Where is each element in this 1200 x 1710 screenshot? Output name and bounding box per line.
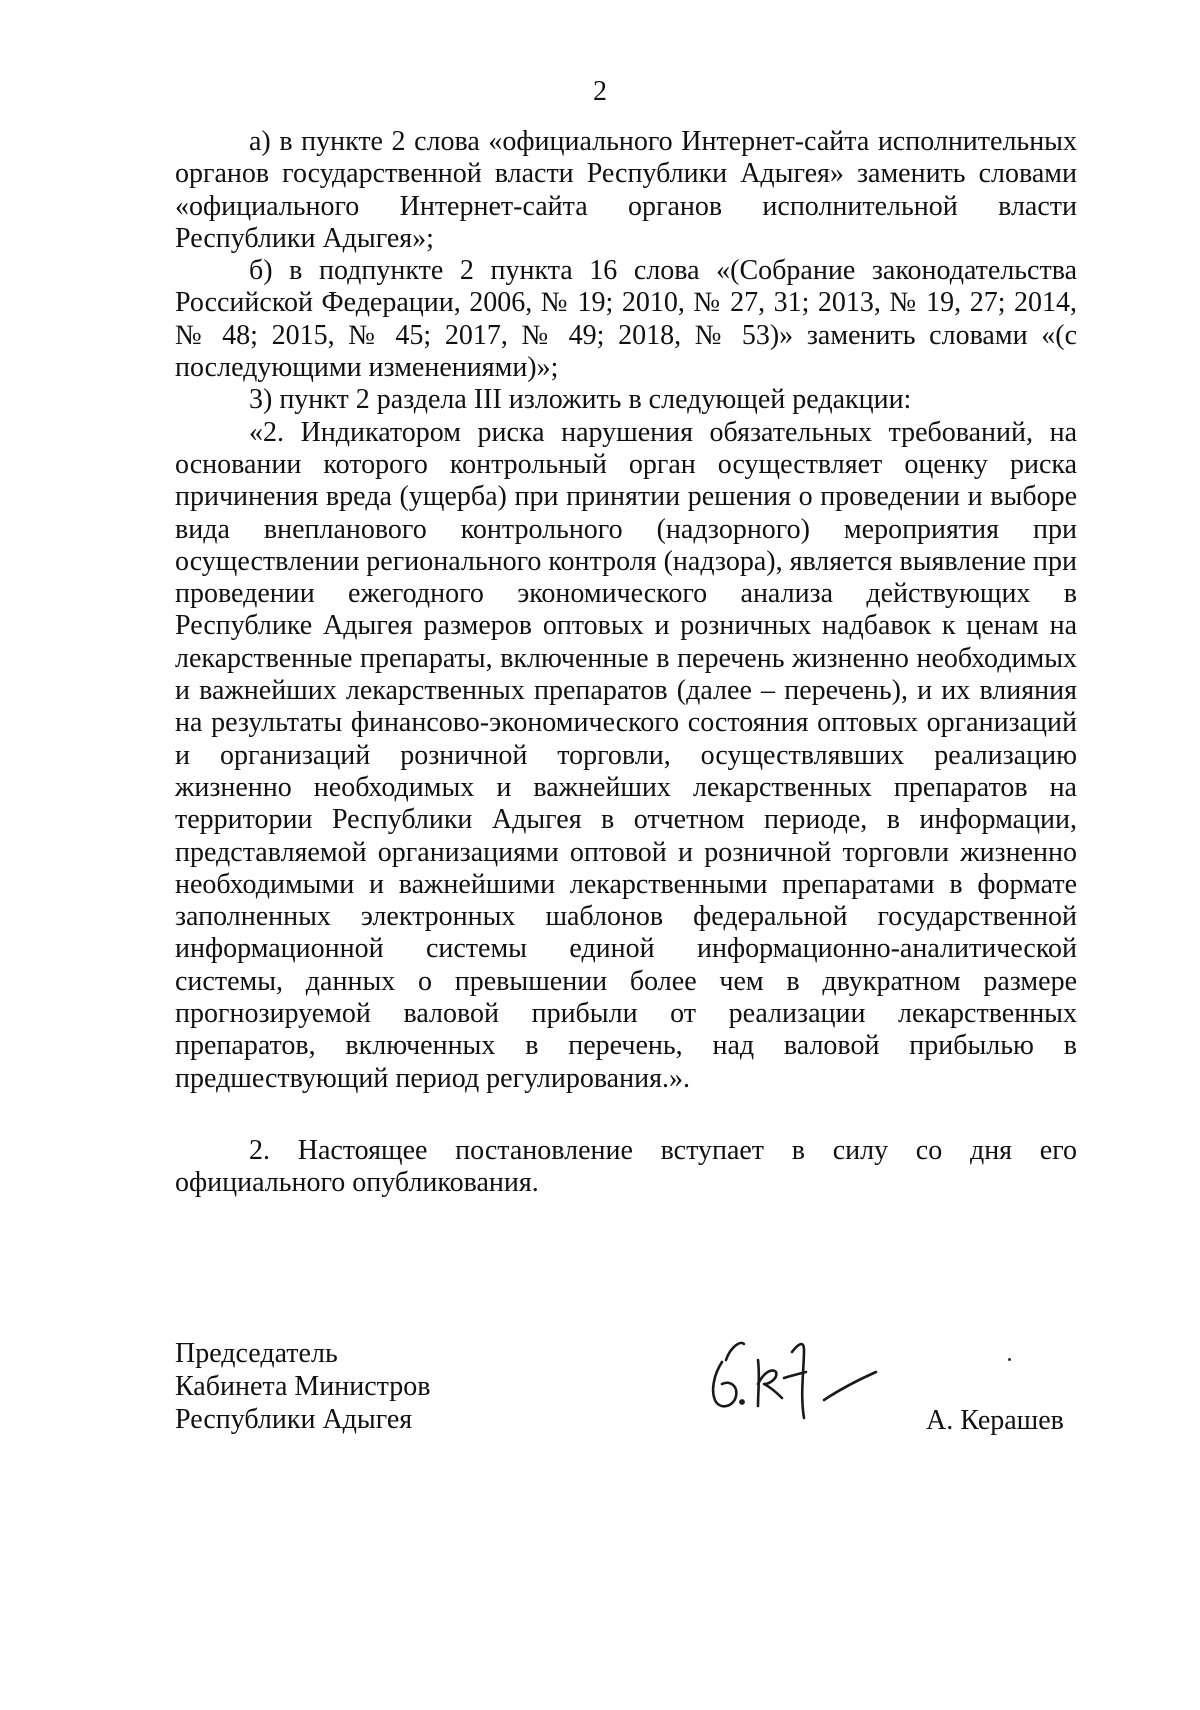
paragraph-3: 3) пункт 2 раздела III изложить в следующей редакции: [249, 384, 912, 416]
signatory-title-line: Республики Адыгея [175, 1404, 413, 1435]
paragraph-a: а) в пункте 2 слова «официального Интернет-сайта исполнительных органов государственной власти Республики Адыгея» заменить словами «официального Интернет-сайта органов исполнительной власти Республики Адыгея»; [175, 126, 1077, 254]
paragraph-closing: 2. Настоящее постановление вступает в силу со дня его официального опубликования. [175, 1134, 1077, 1199]
handwritten-signature [700, 1322, 920, 1422]
signatory-name: А. Керашев [926, 1405, 1064, 1436]
signatory-title-line: Председатель [175, 1338, 338, 1369]
signatory-title-line: Кабинета Министров [175, 1371, 431, 1402]
signatory-title [175, 1337, 430, 1436]
paragraph-indicator: «2. Индикатором риска нарушения обязательных требований, на основании которого контрольный орган осуществляет оценку риска причинения вреда (ущерба) при принятии решения о проведении и выборе вида внепланового контрольного (надзорного) мероприятия при осуществлении регионального контроля (надзора), является выявление при проведении ежегодного экономического анализа действующих в Республике Адыгея размеров оптовых и розничных надбавок к ценам на лекарственные препараты, включенные в перечень жизненно необходимых и важнейших лекарственных препаратов (далее – перечень), и их влияния на результаты финансово-экономического состояния оптовых организаций и организаций розничной торговли, осуществлявших реализацию жизненно необходимых и важнейших лекарственных препаратов на территории Республики Адыгея в отчетном периоде, в информации, представляемой организациями оптовой и розничной торговли жизненно необходимыми и важнейшими лекарственными препаратами в формате заполненных электронных шаблонов федеральной государственной информационной системы единой информационно-аналитической системы, данных о превышении более чем в двукратном размере прогнозируемой валовой прибыли от реализации лекарственных препаратов, включенных в перечень, над валовой прибылью в предшествующий период регулирования.». [175, 416, 1078, 1094]
paragraph-b: б) в подпункте 2 пункта 16 слова «(Собрание законодательства Российской Федерации, 2006, № 19; 2010, № 27, 31; 2013, № 19, 27; 2014, № 48; 2015, № 45; 2017, № 49; 2018, № 53)» заменить словами «(с последующими изменениями)»; [175, 255, 1077, 384]
page-number: 2 [593, 76, 607, 107]
document-body [175, 126, 1077, 1200]
ink-dot [1008, 1358, 1011, 1361]
